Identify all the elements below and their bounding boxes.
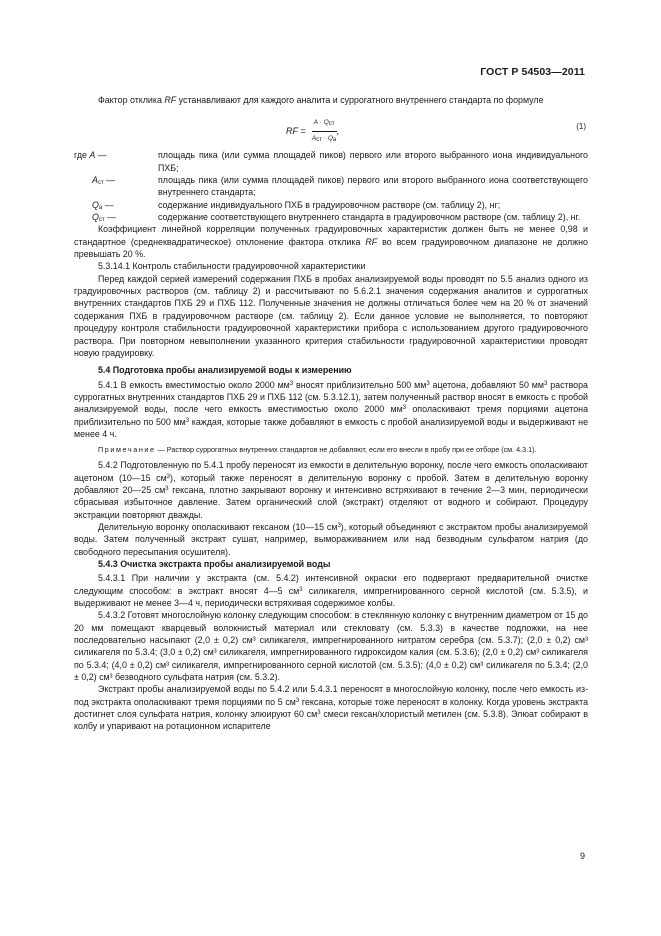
paragraph-5-4-2: 5.4.2 Подготовленную по 5.4.1 пробу переносят из емкости в делительную воронку, после чего емкость ополаскивают ацетоном (10—15 $см^3$), который также переносят в делительную воронку с пробой. Затем в делительную воронку добавляют 20—25 $см^3$ гексана, плотно закрывают воронку и интенсивно встряхивают в течение 2—3 мин, периодически сбрасывая избыточное давление. Затем органический слой (экстракт) отделяют от водного и собирают. Процедуру экстракции повторяют дважды.: [74, 460, 588, 520]
paragraph-5-3-14-1: Перед каждой серией измерений содержания ПХБ в пробах анализируемой воды проводят по 5.5 анализ одного из градуировочных растворов (см. таблицу 2) и рассчитывают по 5.6.2.1 значения содержания аналитов и суррогатных внутренних стандартов ПХБ 29 и ПХБ 112. Полученные значения не должны отличаться более чем на 20 % от значений содержания ПХБ в градуировочном растворе (см. таблицу 2). Если данное условие не выполняется, то повторяют процедуру контроля стабильности градуировочной характеристики прибора с использованием другого градуировочного раствора. При повторном невыполнении указанного критерия стабильности градуировочной характеристики проводят новую градуировку.: [74, 273, 588, 358]
paragraph-5-4-2-continued: Делительную воронку ополаскивают гексаном (10—15 $см^3$), который объединяют с экстрактом пробы анализируемой воды. Затем полученный экстракт сушат, например, вымораживанием или над безводным сульфатом натрия (до свободного пересыпания осушителя).: [74, 521, 588, 557]
formula-1: [74, 111, 588, 147]
definition-item: где A — площадь пика (или сумма площадей пиков) первого или второго выбранного иона индивидуального ПХБ;: [74, 150, 588, 173]
paragraph-extract-transfer: Экстракт пробы анализируемой воды по 5.4.2 или 5.4.3.1 переносят в многослойную колонку, после чего емкость из-под экстракта ополаскивают тремя порциями по 5 $см^3$ гексана, которые тоже переносят в колонку. Когда уровень экстракта достигнет слоя сульфата натрия, колонку элюируют 60 $см^3$ смеси гексан/хлористый метилен (см. 5.3.8). Элюат собирают в колбу и упаривают на ротационном испарителе: [74, 684, 588, 732]
document-header: ГОСТ Р 54503—2011: [480, 66, 585, 78]
formula-numerator: $A \cdot Q_{ст}$: [312, 117, 337, 131]
formula-number: (1): [576, 122, 586, 132]
subsection-title-5-3-14-1: 5.3.14.1 Контроль стабильности градуировочной характеристики: [98, 261, 366, 272]
paragraph-5-4-3-2: 5.4.3.2 Готовят многослойную колонку следующим способом: в стеклянную колонку с внутренним диаметром от 15 до 20 мм помещают кварцевый волокнистый материал или стекловату (см. 5.3.3) в качестве подложки, на нее последовательно насыпают (2,0 ± 0,2) см³ силикагеля, импрегнированного нитратом серебра (см. 5.3.7); (2,0 ± 0,2) см³ силикагеля по 5.3.4; (3,0 ± 0,2) см³ силикагеля, импрегнированного гидроксидом калия (см. 5.3.6); (2,0 ± 0,2) см³ силикагеля по 5.3.4; (4,0 ± 0,2) см³ силикагеля, импрегнированного серной кислотой (см. 5.3.5); (4,0 ± 0,2) см³ силикагеля по 5.3.4; (2,0 ± 0,2) см³ безводного сульфата натрия (см. 5.3.2).: [74, 610, 588, 683]
definition-item: $Q_а$ — содержание индивидуального ПХБ в градуировочном растворе (см. таблицу 2), нг;: [92, 199, 501, 211]
note-label: Примечание: [98, 445, 156, 455]
section-title-5-4: 5.4 Подготовка пробы анализируемой воды к измерению: [98, 365, 352, 376]
linearity-paragraph: Коэффициент линейной корреляции полученных градуировочных характеристик должен быть не менее 0,98 и стандартное (среднеквадратическое) отклонение фактора отклика RF во всем градуировочном диапазоне не должно превышать 20 %.: [74, 224, 588, 260]
document-body: [74, 94, 588, 733]
formula-expression: RF = $\frac{A \cdot Q_{ст}}{A_{ст} \cdot Q_а}$ ,: [286, 117, 339, 145]
note-paragraph: Примечание — Раствор суррогатных внутренних стандартов не добавляют, если его внесли в пробу при ее отборе (см. 4.3.1).: [98, 445, 537, 455]
paragraph-5-4-3-1: 5.4.3.1 При наличии у экстракта (см. 5.4.2) интенсивной окраски его подвергают предварительной очистке следующим способом: в экстракт вносят 4—5 $см^3$ силикагеля, импрегнированного серной кислотой (см. 5.3.5), и выдерживают не менее 3—4 ч, периодически встряхивая содержимое колбы.: [74, 573, 588, 609]
intro-paragraph: Фактор отклика RF устанавливают для каждого аналита и суррогатного внутреннего стандарта по формуле: [98, 95, 544, 105]
page-number: 9: [579, 851, 585, 861]
section-title-5-4-3: 5.4.3 Очистка экстракта пробы анализируемой воды: [98, 559, 331, 569]
formula-fraction: [312, 117, 337, 145]
definition-item: $A_{ст}$ — площадь пика (или сумма площадей пиков) первого или второго выбранного иона соответствующего внутреннего стандарта;: [92, 175, 588, 198]
formula-lhs: RF =: [286, 126, 306, 137]
formula-denominator: $A_{ст} \cdot Q_а$: [311, 134, 337, 143]
paragraph-5-4-1: 5.4.1 В емкость вместимостью около 2000 $мм^3$ вносят приблизительно 500 $мм^3$ ацетона, добавляют 50 $мм^3$ раствора суррогатных внутренних стандартов ПХБ 29 и ПХБ 112 (см. 5.3.12.1), затем полученный раствор вносят в емкость с пробой анализируемой воды, после чего емкость вместимостью около 2000 $мм^3$ ополаскивают тремя порциями ацетона приблизительно по 500 $мм^3$ каждая, которые также добавляют в емкость с пробой анализируемой воды и выдерживают не менее 4 ч.: [74, 379, 589, 439]
definition-item: $Q_{ст}$ — содержание соответствующего внутреннего стандарта в градуировочном растворе (см. таблицу 2), нг.: [92, 212, 581, 224]
definitions-list: [74, 149, 588, 223]
